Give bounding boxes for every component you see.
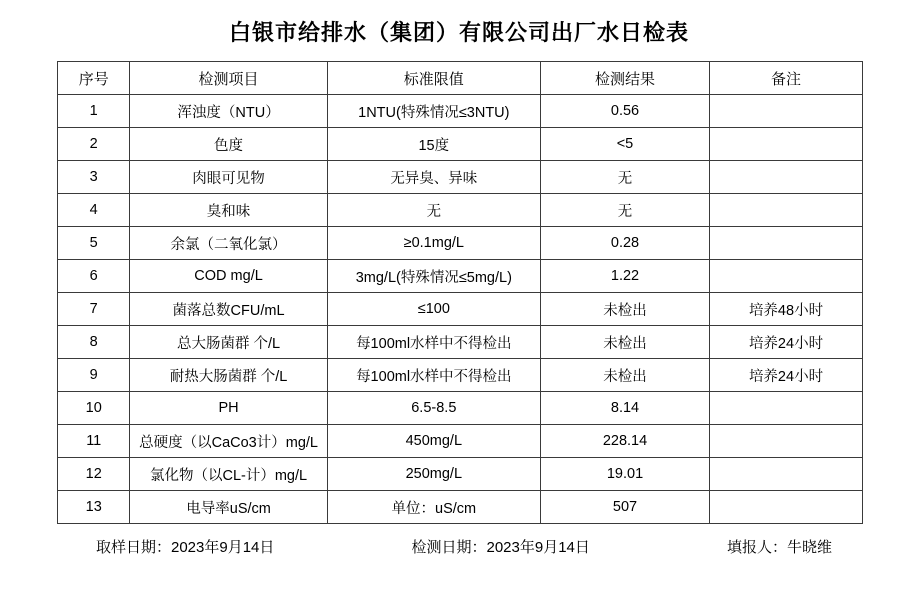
column-header-result: 检测结果: [540, 62, 709, 95]
cell-result: 8.14: [540, 392, 709, 425]
cell-item: 余氯（二氧化氯）: [130, 227, 327, 260]
cell-limit: ≤100: [327, 293, 540, 326]
cell-limit: 3mg/L(特殊情况≤5mg/L): [327, 260, 540, 293]
cell-index: 3: [58, 161, 130, 194]
cell-result: 未检出: [540, 293, 709, 326]
cell-remark: [710, 491, 863, 524]
reporter: 填报人：牛晓维: [726, 539, 832, 556]
cell-result: 无: [540, 194, 709, 227]
cell-result: 1.22: [540, 260, 709, 293]
cell-remark: [710, 425, 863, 458]
cell-result: 0.28: [540, 227, 709, 260]
cell-index: 5: [58, 227, 130, 260]
cell-result: 未检出: [540, 359, 709, 392]
cell-limit: 1NTU(特殊情况≤3NTU): [327, 95, 540, 128]
cell-index: 6: [58, 260, 130, 293]
cell-index: 2: [58, 128, 130, 161]
cell-index: 1: [58, 95, 130, 128]
cell-result: 19.01: [540, 458, 709, 491]
cell-result: 228.14: [540, 425, 709, 458]
table-row: [58, 260, 863, 293]
page-title: 白银市给排水（集团）有限公司出厂水日检表: [228, 20, 689, 45]
cell-item: 总大肠菌群 个/L: [130, 326, 327, 359]
cell-index: 12: [58, 458, 130, 491]
cell-item: 总硬度（以CaCo3计）mg/L: [130, 425, 327, 458]
cell-limit: 450mg/L: [327, 425, 540, 458]
cell-index: 4: [58, 194, 130, 227]
table-row: [58, 161, 863, 194]
table-row: [58, 392, 863, 425]
cell-item: 氯化物（以CL-计）mg/L: [130, 458, 327, 491]
table-row: [58, 491, 863, 524]
column-header-remark: 备注: [710, 62, 863, 95]
cell-remark: [710, 227, 863, 260]
column-header-index: 序号: [58, 62, 130, 95]
cell-result: 507: [540, 491, 709, 524]
cell-limit: 单位：uS/cm: [327, 491, 540, 524]
table-row: [58, 128, 863, 161]
cell-index: 8: [58, 326, 130, 359]
cell-item: 菌落总数CFU/mL: [130, 293, 327, 326]
test-date: 检测日期：2023年9月14日: [411, 539, 590, 556]
cell-limit: 每100ml水样中不得检出: [327, 326, 540, 359]
cell-index: 7: [58, 293, 130, 326]
cell-item: 肉眼可见物: [130, 161, 327, 194]
cell-limit: 每100ml水样中不得检出: [327, 359, 540, 392]
table-header-row: [58, 62, 863, 95]
cell-remark: [710, 128, 863, 161]
table-row: [58, 326, 863, 359]
table-row: [58, 458, 863, 491]
cell-remark: [710, 392, 863, 425]
cell-index: 13: [58, 491, 130, 524]
cell-item: 浑浊度（NTU）: [130, 95, 327, 128]
cell-limit: 无异臭、异味: [327, 161, 540, 194]
document-page: [0, 16, 918, 606]
cell-limit: 无: [327, 194, 540, 227]
cell-item: COD mg/L: [130, 260, 327, 293]
cell-limit: 250mg/L: [327, 458, 540, 491]
table-row: [58, 425, 863, 458]
document-footer: [0, 524, 918, 557]
table-row: [58, 227, 863, 260]
column-header-limit: 标准限值: [327, 62, 540, 95]
cell-limit: 6.5-8.5: [327, 392, 540, 425]
table-row: [58, 95, 863, 128]
cell-index: 11: [58, 425, 130, 458]
cell-item: 色度: [130, 128, 327, 161]
cell-remark: 培养24小时: [710, 326, 863, 359]
cell-index: 9: [58, 359, 130, 392]
table-row: [58, 359, 863, 392]
water-quality-table: [57, 61, 863, 524]
cell-result: 未检出: [540, 326, 709, 359]
cell-item: 电导率uS/cm: [130, 491, 327, 524]
cell-remark: [710, 161, 863, 194]
cell-index: 10: [58, 392, 130, 425]
cell-remark: [710, 260, 863, 293]
cell-result: 无: [540, 161, 709, 194]
cell-limit: ≥0.1mg/L: [327, 227, 540, 260]
report-table-container: [0, 61, 918, 524]
cell-remark: 培养48小时: [710, 293, 863, 326]
cell-limit: 15度: [327, 128, 540, 161]
cell-remark: [710, 458, 863, 491]
cell-remark: 培养24小时: [710, 359, 863, 392]
table-row: [58, 293, 863, 326]
cell-item: PH: [130, 392, 327, 425]
cell-item: 耐热大肠菌群 个/L: [130, 359, 327, 392]
cell-item: 臭和味: [130, 194, 327, 227]
cell-result: 0.56: [540, 95, 709, 128]
cell-result: <5: [540, 128, 709, 161]
table-row: [58, 194, 863, 227]
cell-remark: [710, 95, 863, 128]
sampling-date: 取样日期：2023年9月14日: [96, 539, 275, 556]
column-header-item: 检测项目: [130, 62, 327, 95]
cell-remark: [710, 194, 863, 227]
